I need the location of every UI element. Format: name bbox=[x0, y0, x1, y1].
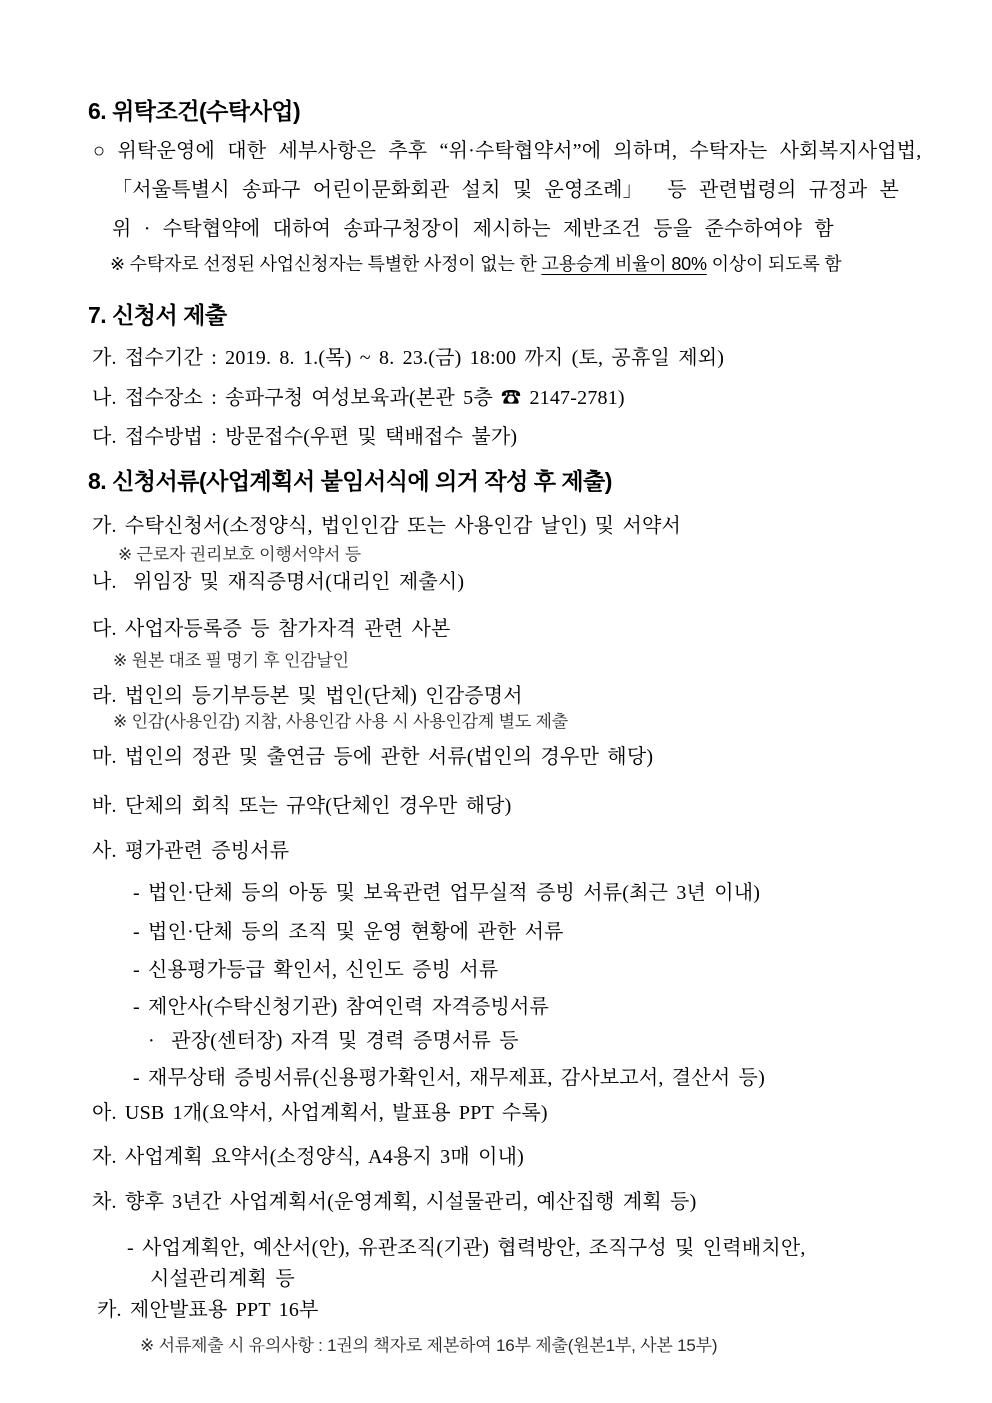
section8-item-business-registration: 다. 사업자등록증 등 참가자격 관련 사본 bbox=[92, 618, 451, 640]
section8-note-worker-protection: ※ 근로자 권리보호 이행서약서 등 bbox=[118, 545, 362, 564]
section6-employment-succession-note bbox=[110, 250, 842, 276]
note-suffix: 이상이 되도록 함 bbox=[706, 254, 842, 274]
section8-note-submission: ※ 서류제출 시 유의사항 : 1권의 책자로 제본하여 16부 제출(원본1부, 사본 15부) bbox=[140, 1336, 718, 1355]
section8-item-articles-endowment: 마. 법인의 정관 및 출연금 등에 관한 서류(법인의 경우만 해당) bbox=[92, 746, 654, 768]
section8-item-plan-summary: 자. 사업계획 요약서(소정양식, A4용지 3매 이내) bbox=[92, 1146, 525, 1168]
section6-heading: 6. 위탁조건(수탁사업) bbox=[88, 98, 301, 124]
section6-paragraph-line3: 위 · 수탁협약에 대하여 송파구청장이 제시하는 제반조건 등을 준수하여야 함 bbox=[112, 218, 834, 240]
section6-paragraph-line1: ○ 위탁운영에 대한 세부사항은 추후 “위·수탁협약서”에 의하며, 수탁자는 사회복지사업법, bbox=[93, 140, 922, 162]
section8-eval-sub-performance: - 법인·단체 등의 아동 및 보육관련 업무실적 증빙 서류(최근 3년 이내) bbox=[133, 882, 761, 904]
section8-item-three-year-plan: 차. 향후 3년간 사업계획서(운영계획, 시설물관리, 예산집행 계획 등) bbox=[92, 1191, 697, 1213]
section8-item-evaluation-documents: 사. 평가관련 증빙서류 bbox=[92, 840, 290, 862]
section8-eval-sub-financial-status: - 재무상태 증빙서류(신용평가확인서, 재무제표, 감사보고서, 결산서 등) bbox=[133, 1067, 765, 1089]
note-prefix: ※ 수탁자로 선정된 사업신청자는 특별한 사정이 없는 한 bbox=[110, 254, 542, 274]
section8-plan-sub-line1: - 사업계획안, 예산서(안), 유관조직(기관) 협력방안, 조직구성 및 인력배치안, bbox=[127, 1237, 806, 1259]
section7-item-reception-method: 다. 접수방법 : 방문접수(우편 및 택배접수 불가) bbox=[92, 426, 518, 448]
section8-item-power-of-attorney: 나. 위임장 및 재직증명서(대리인 제출시) bbox=[92, 571, 465, 593]
section8-note-seal: ※ 인감(사용인감) 지참, 사용인감 사용 시 사용인감계 별도 제출 bbox=[113, 712, 569, 731]
section6-paragraph-line2: 「서울특별시 송파구 어린이문화회관 설치 및 운영조례」 등 관련법령의 규정과 본 bbox=[112, 179, 900, 201]
section7-heading: 7. 신청서 제출 bbox=[88, 302, 227, 328]
section8-item-group-rules: 바. 단체의 회칙 또는 규약(단체인 경우만 해당) bbox=[92, 795, 512, 817]
section8-eval-sub-personnel-qualification: - 제안사(수탁신청기관) 참여인력 자격증빙서류 bbox=[133, 996, 550, 1018]
section8-eval-sub-credit-rating: - 신용평가등급 확인서, 신인도 증빙 서류 bbox=[133, 959, 499, 981]
note-underlined-ratio: 고용승계 비율이 80% bbox=[541, 254, 707, 274]
section7-item-reception-place: 나. 접수장소 : 송파구청 여성보육과(본관 5층 ☎ 2147-2781) bbox=[92, 387, 625, 409]
section8-note-original-check: ※ 원본 대조 필 명기 후 인감날인 bbox=[113, 651, 349, 670]
section8-item-usb: 아. USB 1개(요약서, 사업계획서, 발표용 PPT 수록) bbox=[92, 1102, 548, 1124]
section8-eval-sub-organization: - 법인·단체 등의 조직 및 운영 현황에 관한 서류 bbox=[133, 921, 564, 943]
section8-item-corporate-registry: 라. 법인의 등기부등본 및 법인(단체) 인감증명서 bbox=[92, 685, 523, 707]
section8-eval-sub-director-qualification: · 관장(센터장) 자격 및 경력 증명서류 등 bbox=[148, 1030, 519, 1052]
section8-item-presentation-ppt: 카. 제안발표용 PPT 16부 bbox=[97, 1299, 319, 1321]
section7-item-reception-period: 가. 접수기간 : 2019. 8. 1.(목) ~ 8. 23.(금) 18:00 까지 (토, 공휴일 제외) bbox=[92, 347, 725, 369]
section8-heading: 8. 신청서류(사업계획서 붙임서식에 의거 작성 후 제출) bbox=[88, 468, 612, 494]
section8-item-application-form: 가. 수탁신청서(소정양식, 법인인감 또는 사용인감 날인) 및 서약서 bbox=[92, 515, 682, 537]
section8-plan-sub-line2: 시설관리계획 등 bbox=[150, 1268, 295, 1290]
